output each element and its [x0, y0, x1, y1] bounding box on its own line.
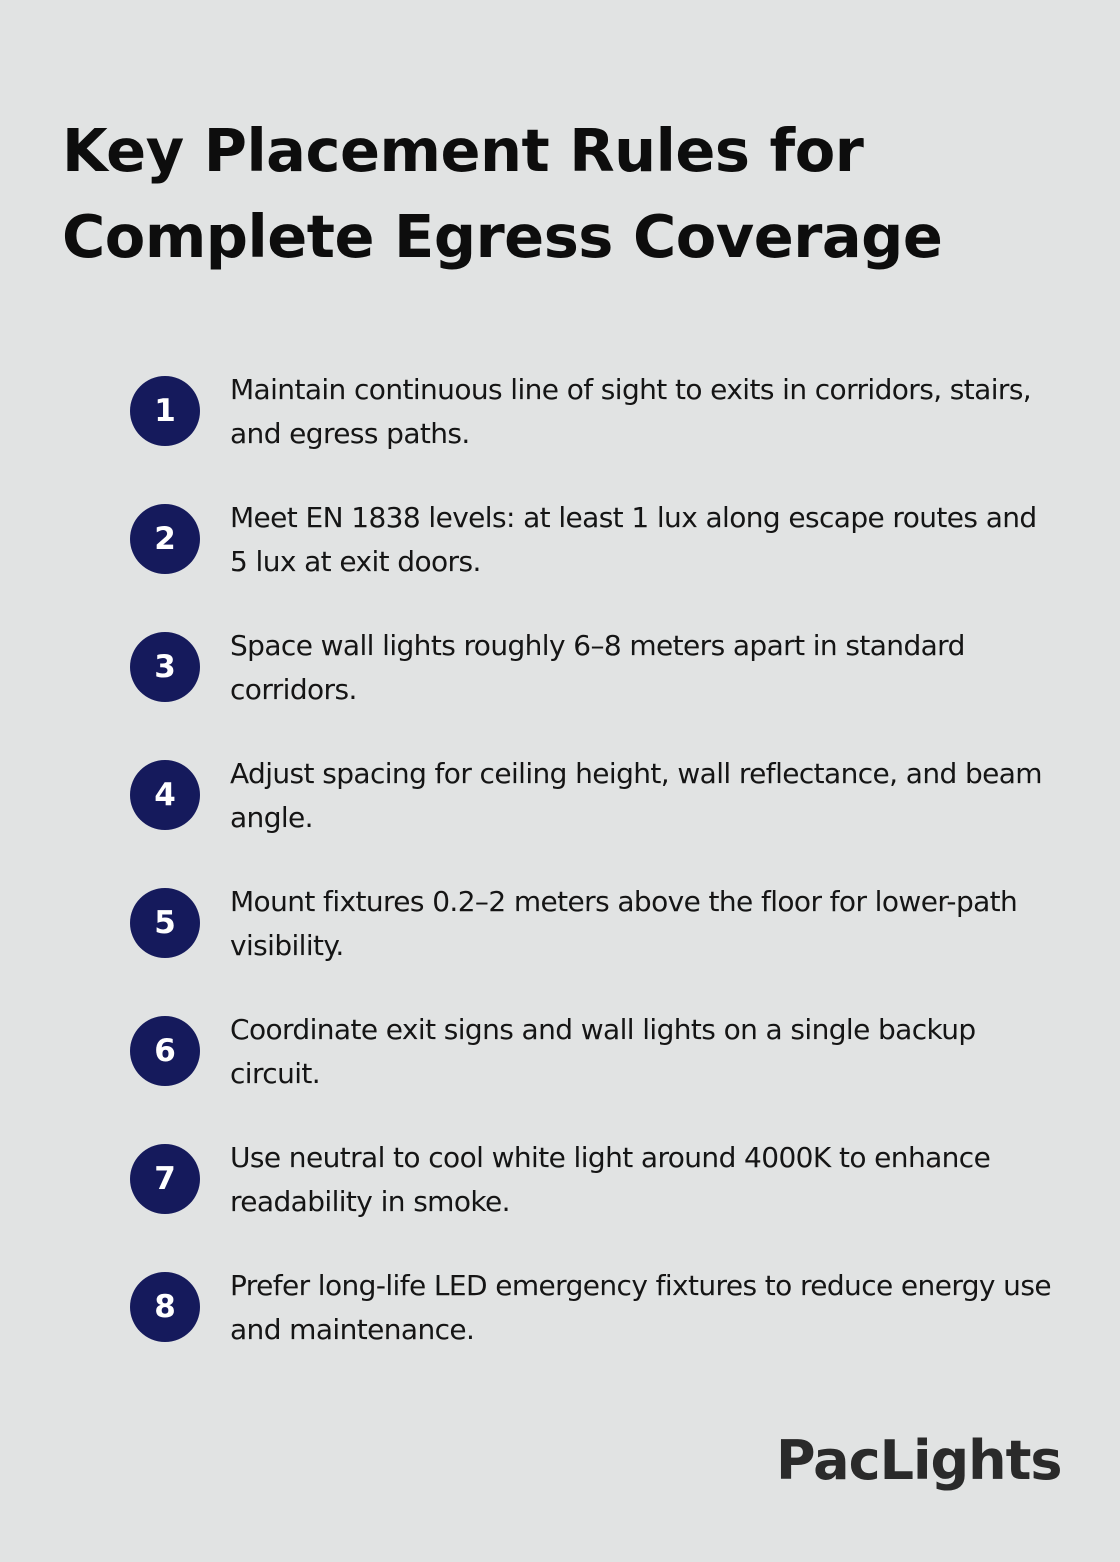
rule-text: Space wall lights roughly 6–8 meters apart in standard corridors.	[230, 629, 965, 706]
step-number-badge: 4	[130, 760, 200, 830]
step-number-badge: 3	[130, 632, 200, 702]
list-item	[130, 496, 1070, 624]
list-item	[130, 880, 1070, 1008]
rule-text: Adjust spacing for ceiling height, wall reflectance, and beam angle.	[230, 757, 1042, 834]
step-number-badge: 2	[130, 504, 200, 574]
step-number-badge: 7	[130, 1144, 200, 1214]
rule-text: Maintain continuous line of sight to exits in corridors, stairs, and egress paths.	[230, 373, 1032, 450]
page-title: Key Placement Rules for Complete Egress Coverage	[62, 116, 943, 271]
rules-list	[130, 368, 1070, 1392]
list-item	[130, 1264, 1070, 1392]
list-item	[130, 752, 1070, 880]
step-number-badge: 1	[130, 376, 200, 446]
rule-text: Meet EN 1838 levels: at least 1 lux along escape routes and 5 lux at exit doors.	[230, 501, 1037, 578]
list-item	[130, 1136, 1070, 1264]
list-item	[130, 624, 1070, 752]
rule-text: Use neutral to cool white light around 4000K to enhance readability in smoke.	[230, 1141, 991, 1218]
rule-text: Coordinate exit signs and wall lights on a single backup circuit.	[230, 1013, 976, 1090]
list-item	[130, 1008, 1070, 1136]
step-number-badge: 6	[130, 1016, 200, 1086]
rule-text: Prefer long-life LED emergency fixtures to reduce energy use and maintenance.	[230, 1269, 1051, 1346]
step-number-badge: 5	[130, 888, 200, 958]
step-number-badge: 8	[130, 1272, 200, 1342]
list-item	[130, 368, 1070, 496]
brand-logo: PacLights	[776, 1429, 1062, 1492]
rule-text: Mount fixtures 0.2–2 meters above the floor for lower-path visibility.	[230, 885, 1018, 962]
